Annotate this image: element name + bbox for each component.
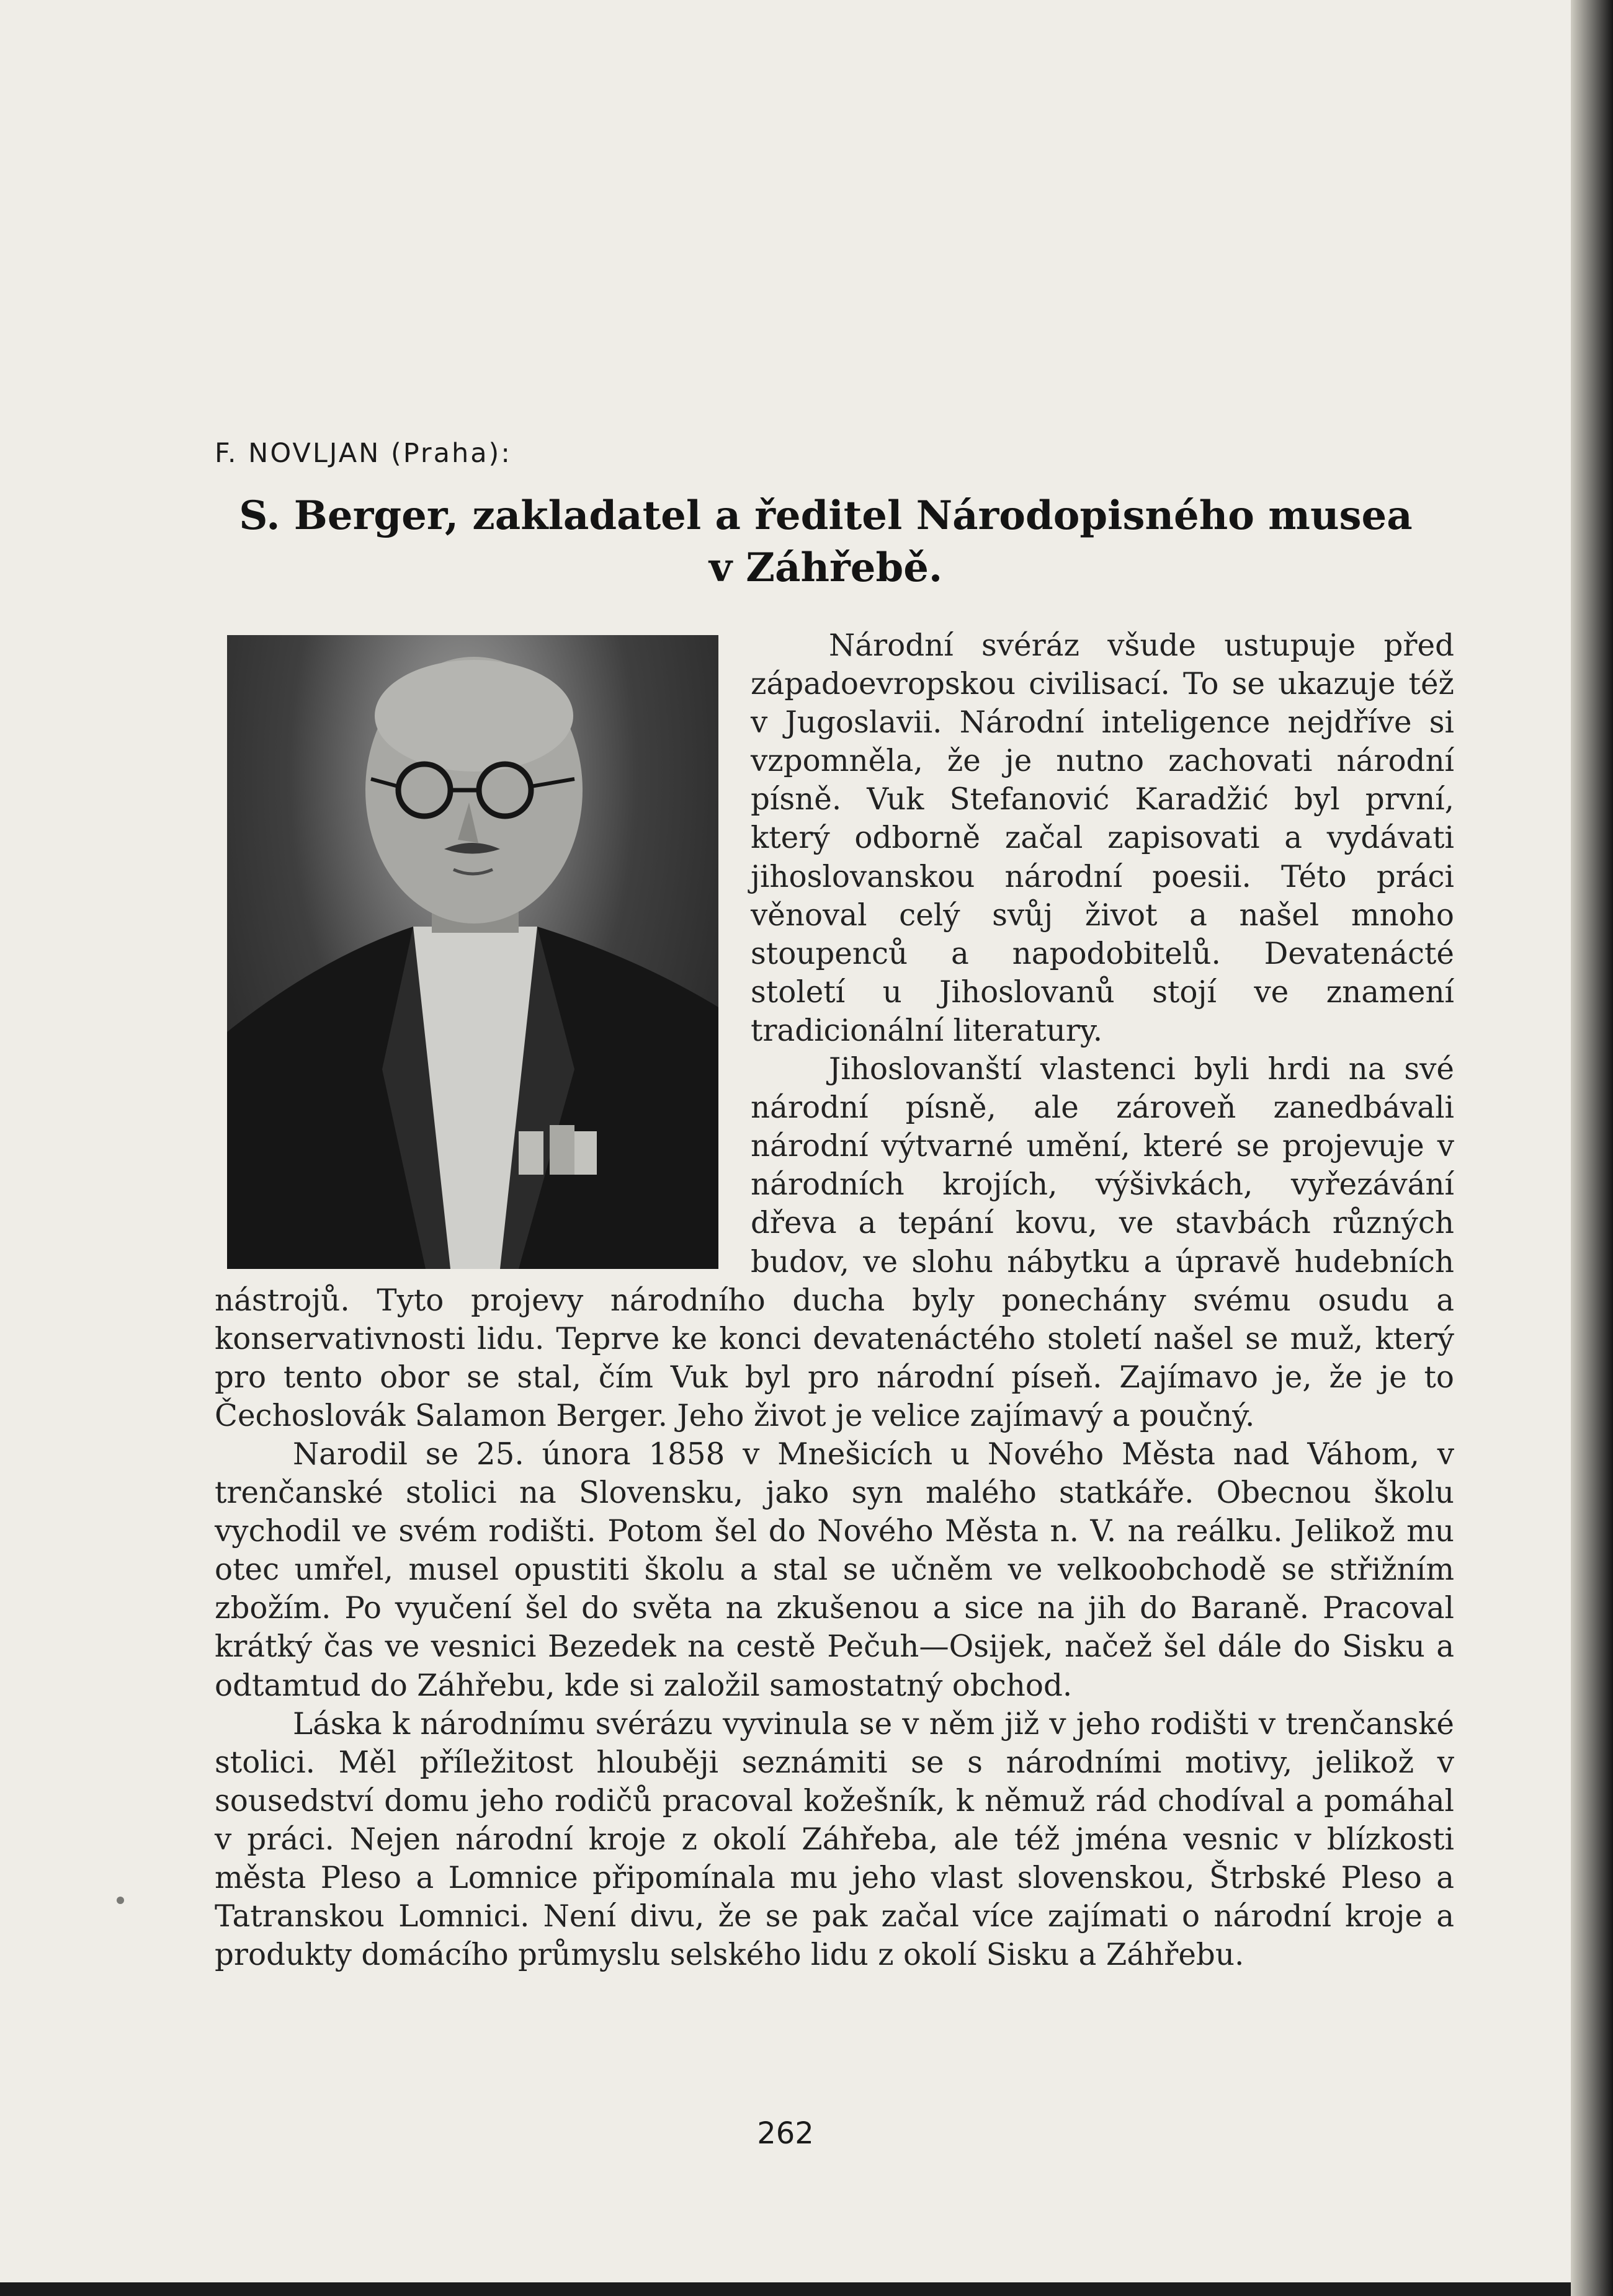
- book-spine-shadow: [1571, 0, 1613, 2296]
- author-line: F. NOVLJAN (Praha):: [215, 438, 512, 469]
- article-title: [215, 490, 1437, 594]
- portrait-illustration: [227, 635, 718, 1269]
- title-line-2: v Záhřebě.: [708, 545, 943, 591]
- title-line-1: S. Berger, zakladatel a ředitel Národopisného musea: [239, 492, 1413, 539]
- paragraph-4: Láska k národnímu svérázu vyvinula se v něm již v jeho rodišti v trenčanské stolici. Měl příležitost hlouběji seznámiti se s národními motivy, jelikož v sousedství domu jeho rodičů pracoval kožešník, k němuž rád chodíval a pomáhal v práci. Nejen národní kroje z okolí Záhřeba, ale též jména vesnic v blízkosti města Pleso a Lomnice připomínala mu jeho vlast slovenskou, Štrbské Pleso a Tatranskou Lomnici. Není divu, že se pak začal více zajímati o národní kroje a produkty domácího průmyslu selského lidu z okolí Sisku a Záhřebu.: [215, 1706, 1454, 1973]
- page-number: 262: [757, 2116, 814, 2151]
- paragraph-2: Jihoslovanští vlastenci byli hrdi na své národní písně, ale zároveň zanedbávali národní výtvarné umění, které se projevuje v národních krojích, výšivkách, vyřezávání dřeva a tepání kovu, ve stavbách různých budov, ve slohu nábytku a úpravě hudebních nástrojů. Tyto projevy národního ducha byly ponechány svému osudu a konservativnosti lidu. Teprve ke konci devatenáctého století našel se muž, který pro tento obor se stal, čím Vuk byl pro národní píseň. Zajímavo je, že je to Čechoslovák Salamon Berger. Jeho život je velice zajímavý a poučný.: [215, 1052, 1454, 1433]
- article-body: [215, 626, 1454, 1974]
- portrait-photo: [227, 635, 718, 1269]
- paragraph-3: Narodil se 25. února 1858 v Mnešicích u Nového Města nad Váhom, v trenčanské stolici na Slovensku, jako syn malého statkáře. Obecnou školu vychodil ve svém rodišti. Potom šel do Nového Města n. V. na reálku. Jelikož mu otec umřel, musel opustiti školu a stal se učněm ve velkoobchodě se střižním zbožím. Po vyučení šel do světa na zkušenou a sice na jih do Baraně. Pracoval krátký čas ve vesnici Bezedek na cestě Pečuh—Osijek, načež šel dále do Sisku a odtamtud do Záhřebu, kde si založil samostatný obchod.: [215, 1436, 1454, 1703]
- paragraph-1: Národní svéráz všude ustupuje před západoevropskou civilisací. To se ukazuje též v Jugoslavii. Národní inteligence nejdříve si vzpomněla, že je nutno zachovati národní písně. Vuk Stefanović Karadžić byl první, který odborně začal zapisovati a vydávati jihoslovanskou národní poesii. Této práci věnoval celý svůj život a našel mnoho stoupenců a napodobitelů. Devatenácté století u Jihoslovanů stojí ve znamení tradicionální literatury.: [751, 628, 1454, 1048]
- paper-speck: [117, 1897, 124, 1904]
